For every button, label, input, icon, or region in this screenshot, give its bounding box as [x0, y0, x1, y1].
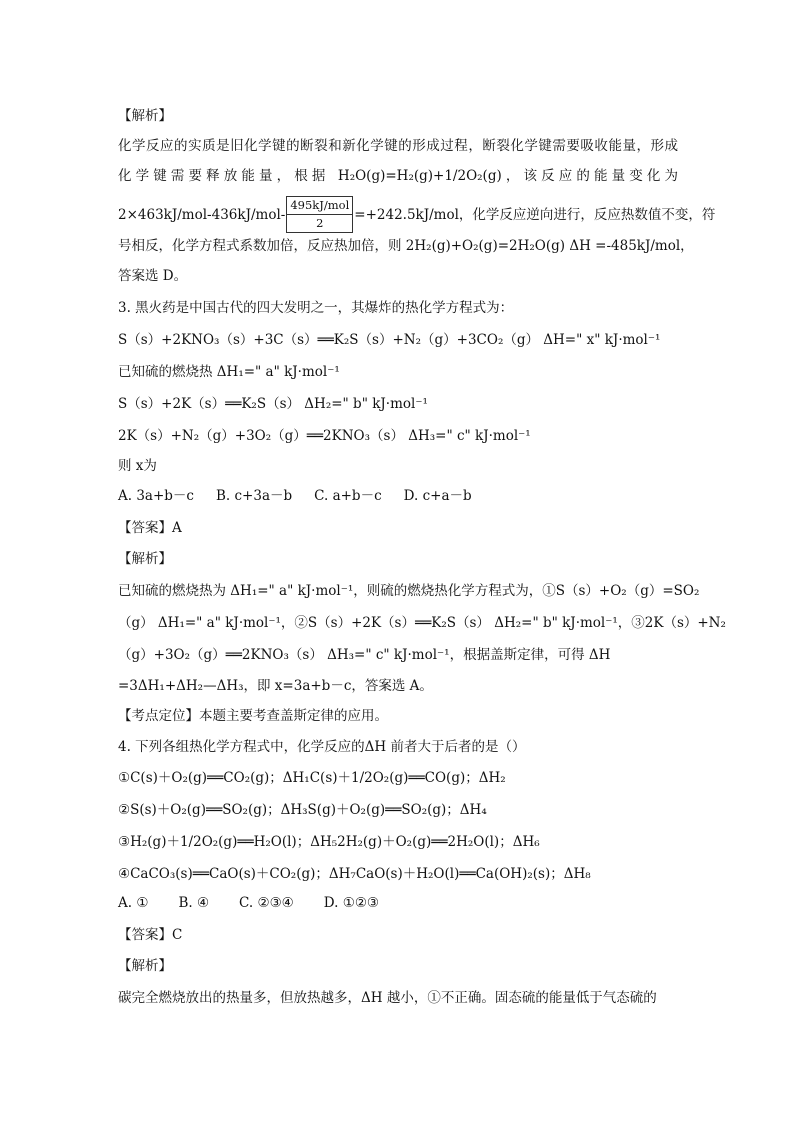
option-c: C. a+b－c	[314, 488, 382, 504]
question-4-stem: 4. 下列各组热化学方程式中，化学反应的ΔH 前者大于后者的是（）	[118, 739, 526, 755]
equation-line: ③H₂(g)＋1/2O₂(g)══H₂O(l)；ΔH₅2H₂(g)＋O₂(g)══2H₂O(l)；ΔH₆	[118, 834, 540, 850]
exam-point-note: 【考点定位】本题主要考查盖斯定律的应用。	[118, 708, 388, 724]
question-4-options	[118, 890, 678, 916]
equation-line: S（s）+2KNO₃（s）+3C（s）══K₂S（s）+N₂（g）+3CO₂（g） ΔH=" x" kJ·mol⁻¹	[118, 332, 661, 348]
option-a: A. ①	[118, 895, 149, 911]
fraction-denominator: 2	[316, 216, 324, 230]
paragraph-line: 碳完全燃烧放出的热量多，但放热越多，ΔH 越小，①不正确。固态硫的能量低于气态硫的	[118, 990, 657, 1006]
formula-text: 2×463kJ/mol-436kJ/mol-	[118, 207, 286, 223]
paragraph-line: 化学键需要释放能量，根据 H₂O(g)=H₂(g)+1/2O₂(g)，该反应的能量变化为	[118, 168, 678, 184]
option-d: D. c+a－b	[403, 488, 472, 504]
option-a: A. 3a+b－c	[118, 488, 194, 504]
formula-text: =+242.5kJ/mol，化学反应逆向进行，反应热数值不变，符	[354, 207, 716, 223]
answer-line: 【答案】A	[118, 520, 182, 536]
question-3-options	[118, 483, 678, 509]
fraction-numerator: 495kJ/mol	[287, 197, 352, 215]
paragraph-line: 号相反，化学方程式系数加倍，反应热加倍，则 2H₂(g)+O₂(g)=2H₂O(g) ΔH =-485kJ/mol，	[118, 238, 694, 254]
equation-line: 已知硫的燃烧热 ΔH₁=" a" kJ·mol⁻¹	[118, 364, 340, 380]
fraction	[286, 196, 353, 233]
paragraph-line: 已知硫的燃烧热为 ΔH₁=" a" kJ·mol⁻¹，则硫的燃烧热化学方程式为，①S（s）+O₂（g）=SO₂	[118, 583, 700, 599]
option-b: B. ④	[178, 895, 210, 911]
section-heading-analysis: 【解析】	[118, 108, 172, 124]
answer-line: 【答案】C	[118, 927, 183, 943]
option-c: C. ②③④	[239, 895, 294, 911]
paragraph-line: 答案选 D。	[118, 268, 188, 284]
equation-line: ①C(s)＋O₂(g)══CO₂(g)；ΔH₁C(s)＋1/2O₂(g)══CO(g)；ΔH₂	[118, 770, 506, 786]
paragraph-line: （g） ΔH₁=" a" kJ·mol⁻¹，②S（s）+2K（s）══K₂S（s） ΔH₂=" b" kJ·mol⁻¹，③2K（s）+N₂	[118, 615, 726, 631]
question-prompt: 则 x为	[118, 458, 157, 474]
paragraph-line: 化学反应的实质是旧化学键的断裂和新化学键的形成过程，断裂化学键需要吸收能量，形成	[118, 138, 678, 154]
equation-line: 2K（s）+N₂（g）+3O₂（g）══2KNO₃（s） ΔH₃=" c" kJ·mol⁻¹	[118, 428, 531, 444]
option-b: B. c+3a－b	[215, 488, 293, 504]
option-d: D. ①②③	[323, 895, 380, 911]
equation-line: ②S(s)＋O₂(g)══SO₂(g)；ΔH₃S(g)＋O₂(g)══SO₂(g)；ΔH₄	[118, 802, 487, 818]
paragraph-line-with-fraction	[118, 197, 716, 230]
equation-line: ④CaCO₃(s)══CaO(s)＋CO₂(g)；ΔH₇CaO(s)＋H₂O(l)══Ca(OH)₂(s)；ΔH₈	[118, 866, 591, 882]
paragraph-line: =3ΔH₁+ΔH₂—ΔH₃，即 x=3a+b－c，答案选 A。	[118, 678, 433, 694]
paragraph-line: （g）+3O₂（g）══2KNO₃（s） ΔH₃=" c" kJ·mol⁻¹，根据盖斯定律，可得 ΔH	[118, 647, 611, 663]
question-3-stem: 3. 黑火药是中国古代的四大发明之一，其爆炸的热化学方程式为：	[118, 300, 514, 316]
section-heading-analysis: 【解析】	[118, 958, 172, 974]
section-heading-analysis: 【解析】	[118, 551, 172, 567]
equation-line: S（s）+2K（s）══K₂S（s） ΔH₂=" b" kJ·mol⁻¹	[118, 396, 428, 412]
